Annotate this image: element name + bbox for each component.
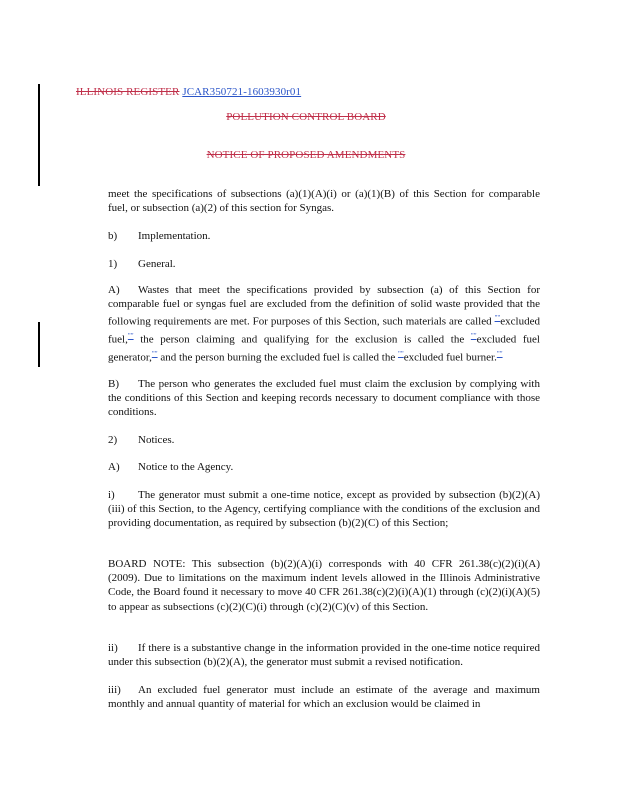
section-ii-text: If there is a substantive change in the information provided in the one-time notice required under this subsection (b)(2)(A), the generator must submit a revised notification.	[108, 642, 540, 669]
section-2	[108, 433, 540, 447]
change-bar-middle	[38, 322, 40, 367]
section-1-text: General.	[138, 258, 176, 270]
section-i	[108, 488, 540, 531]
section-B-text: The person who generates the excluded fuel must claim the exclusion by complying with the conditions of this Section and keeping records necessary to document compliance with those conditions.	[108, 378, 540, 419]
term-excluded-fuel: excluded fuel,	[108, 316, 540, 346]
section-2A	[108, 460, 540, 474]
section-iii-text: An excluded fuel generator must include an estimate of the average and maximum monthly and annual quantity of material for which an exclusion would be claimed in	[108, 684, 540, 711]
register-inserted: JCAR350721-1603930r01	[182, 86, 302, 98]
section-2A-label: A)	[108, 461, 120, 473]
section-b	[108, 229, 540, 243]
section-A: A) Wastes that meet the specifications provided by subsection (a) of this Section for comparable fuel or syngas fuel are excluded from the definition of solid waste provided that the following requirements are met. For purposes of this Section, such materials are called ""excluded fuel,"" the person claiming and qualifying for the exclusion is called the ""excluded fuel generator,"" and the person burning the excluded fuel is called the ""excluded fuel burner.""	[108, 284, 540, 364]
section-2-text: Notices.	[138, 434, 175, 446]
section-A-label: A)	[108, 284, 120, 296]
section-iii-label: iii)	[108, 684, 121, 696]
register-deleted: ILLINOIS REGISTER	[76, 86, 180, 98]
section-B-label: B)	[108, 378, 119, 390]
section-b-text: Implementation.	[138, 230, 211, 242]
section-i-label: i)	[108, 489, 115, 501]
section-2-label: 2)	[108, 434, 118, 446]
term-excluded-fuel-generator: excluded fuel generator,	[108, 333, 540, 364]
section-i-text: The generator must submit a one-time notice, except as provided by subsection (b)(2)(A)(iii) of this Section, to the Agency, certifying compliance with the conditions of the exclusion and providing documentation, as required by subsection (b)(2)(C) of this Section;	[108, 489, 540, 530]
section-B	[108, 377, 540, 420]
term-excluded-fuel-burner: excluded fuel burner.	[403, 351, 497, 364]
section-2A-text: Notice to the Agency.	[138, 461, 234, 473]
section-b-label: b)	[108, 230, 118, 242]
section-iii	[108, 683, 540, 711]
register-header	[76, 86, 301, 98]
change-bar-top	[38, 84, 40, 186]
board-note: BOARD NOTE: This subsection (b)(2)(A)(i) corresponds with 40 CFR 261.38(c)(2)(i)(A) (2009). Due to limitations on the maximum indent levels allowed in the Illinois Administrative Code, the Board found it necessary to move 40 CFR 261.38(c)(2)(i)(A)(1) through (c)(2)(i)(A)(5) to appear as subsections (c)(2)(C)(i) through (c)(2)(C)(v) of this Section.	[108, 558, 540, 613]
section-1-label: 1)	[108, 258, 118, 270]
intro-paragraph: meet the specifications of subsections (a)(1)(A)(i) or (a)(1)(B) of this Section for comparable fuel, or subsection (a)(2) of this section for Syngas.	[108, 188, 540, 215]
section-ii	[108, 641, 540, 669]
board-title: POLLUTION CONTROL BOARD	[226, 111, 386, 123]
section-1	[108, 257, 540, 271]
section-ii-label: ii)	[108, 642, 118, 654]
notice-title: NOTICE OF PROPOSED AMENDMENTS	[206, 149, 406, 161]
